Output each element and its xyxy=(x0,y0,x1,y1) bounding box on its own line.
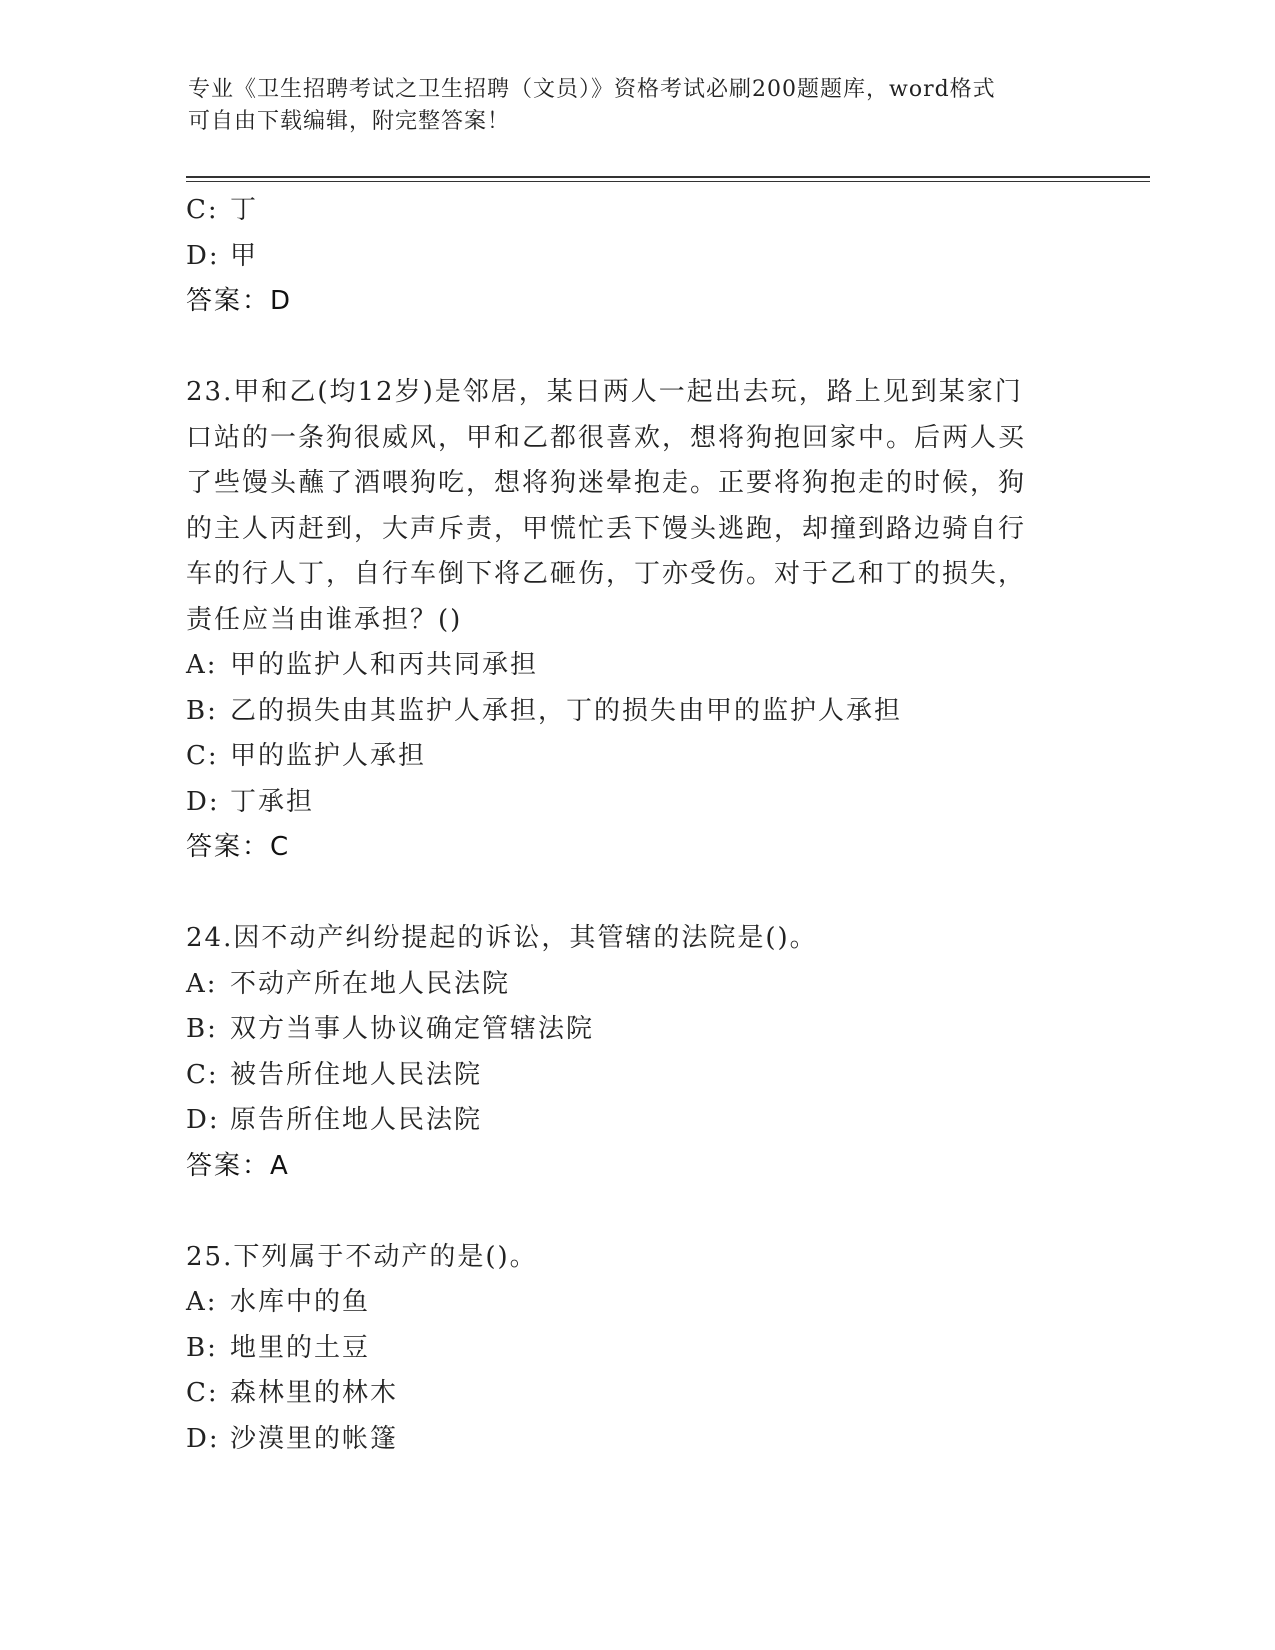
question-24-stem: 24.因不动产纠纷提起的诉讼，其管辖的法院是()。 xyxy=(186,923,818,953)
option-text: 甲的监护人承担 xyxy=(230,741,427,771)
option-letter: A: xyxy=(186,1287,218,1317)
option-text: 甲的监护人和丙共同承担 xyxy=(230,650,539,680)
option-d xyxy=(186,780,1066,826)
option-letter: C: xyxy=(186,1378,219,1408)
header-divider-thin xyxy=(186,181,1150,182)
answer-value: A xyxy=(270,1150,290,1181)
option-c xyxy=(186,1053,1066,1099)
question-23-stem-line: 车的行人丁，自行车倒下将乙砸伤，丁亦受伤。对于乙和丁的损失， xyxy=(186,559,1027,589)
option-text: 沙漠里的帐篷 xyxy=(230,1423,399,1454)
option-letter: B: xyxy=(186,1332,218,1363)
answer-line xyxy=(186,825,1066,871)
question-23-stem-line: 责任应当由谁承担？() xyxy=(186,604,463,635)
option-c xyxy=(186,734,1066,780)
option-b xyxy=(186,1007,1066,1053)
spacer xyxy=(186,1189,1066,1235)
page-header xyxy=(188,74,1068,138)
option-text: 乙的损失由其监护人承担，丁的损失由甲的监护人承担 xyxy=(230,695,903,726)
option-letter: D: xyxy=(186,1423,220,1454)
answer-value: D xyxy=(270,286,293,316)
question-content xyxy=(186,188,1066,1462)
option-d xyxy=(186,234,1066,280)
answer-label: 答案： xyxy=(186,286,271,316)
option-letter: A: xyxy=(186,968,218,999)
option-letter: B: xyxy=(186,1014,218,1044)
header-divider xyxy=(186,176,1150,178)
option-letter: B: xyxy=(186,695,218,726)
option-text: 原告所住地人民法院 xyxy=(230,1105,483,1135)
option-text: 地里的土豆 xyxy=(230,1332,371,1363)
question-23-stem-line: 23.甲和乙(均12岁)是邻居，某日两人一起出去玩，路上见到某家门 xyxy=(186,377,1023,407)
option-letter: A: xyxy=(186,650,218,680)
answer-line xyxy=(186,1144,1066,1190)
option-a xyxy=(186,1280,1066,1326)
option-text: 水库中的鱼 xyxy=(230,1287,371,1317)
answer-line xyxy=(186,279,1066,325)
answer-label: 答案： xyxy=(186,832,271,862)
option-letter: D: xyxy=(186,240,220,271)
option-text: 不动产所在地人民法院 xyxy=(230,968,511,999)
option-d xyxy=(186,1417,1066,1463)
question-23-stem-line: 的主人丙赶到，大声斥责，甲慌忙丢下馒头逃跑，却撞到路边骑自行 xyxy=(186,513,1027,544)
option-letter: D: xyxy=(186,1105,220,1135)
option-letter: D: xyxy=(186,786,220,817)
question-23-stem-line: 口站的一条狗很威风，甲和乙都很喜欢，想将狗抱回家中。后两人买 xyxy=(186,422,1027,453)
option-letter: C: xyxy=(186,195,219,225)
option-letter: C: xyxy=(186,741,219,771)
option-c xyxy=(186,1371,1066,1417)
question-25-stem: 25.下列属于不动产的是()。 xyxy=(186,1241,538,1272)
option-a xyxy=(186,962,1066,1008)
option-text: 甲 xyxy=(230,240,259,271)
option-a xyxy=(186,643,1066,689)
option-text: 丁 xyxy=(230,195,259,225)
option-d xyxy=(186,1098,1066,1144)
option-text: 双方当事人协议确定管辖法院 xyxy=(230,1014,595,1044)
option-text: 丁承担 xyxy=(230,786,315,817)
option-b xyxy=(186,689,1066,735)
option-text: 被告所住地人民法院 xyxy=(230,1059,483,1090)
header-title-line-2: 可自由下载编辑，附完整答案！ xyxy=(188,109,511,134)
option-text: 森林里的林木 xyxy=(230,1378,399,1408)
header-title-line-1: 专业《卫生招聘考试之卫生招聘（文员）》资格考试必刷200题题库，word格式 xyxy=(188,77,996,102)
question-23-stem-line: 了些馒头蘸了酒喂狗吃，想将狗迷晕抱走。正要将狗抱走的时候，狗 xyxy=(186,468,1027,498)
spacer xyxy=(186,871,1066,917)
option-b xyxy=(186,1326,1066,1372)
option-c xyxy=(186,188,1066,234)
spacer xyxy=(186,325,1066,371)
answer-label: 答案： xyxy=(186,1150,271,1181)
answer-value: C xyxy=(270,832,291,862)
option-letter: C: xyxy=(186,1059,219,1090)
